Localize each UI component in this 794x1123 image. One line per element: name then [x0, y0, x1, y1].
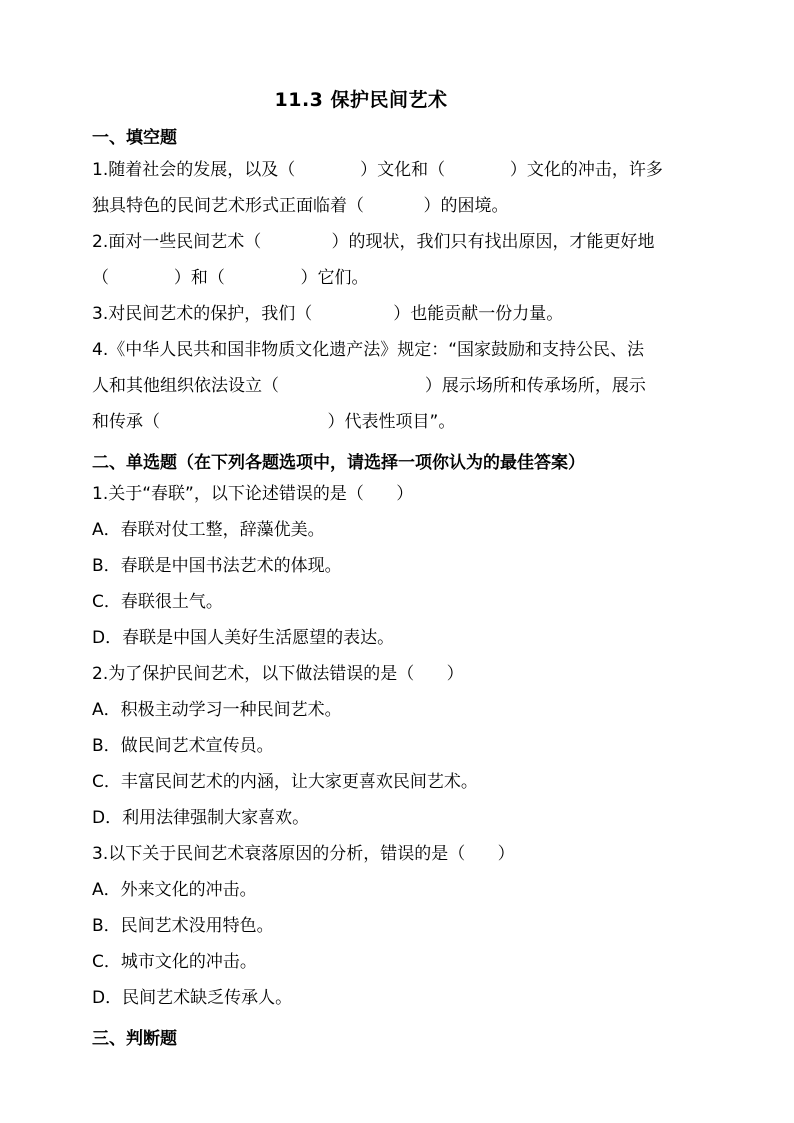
- section-true-false-heading: 三、判断题: [92, 1029, 177, 1049]
- answer-option: D．春联是中国人美好生活愿望的表达。: [92, 628, 395, 648]
- answer-option: B．民间艺术没用特色。: [92, 916, 274, 936]
- answer-option: C．丰富民间艺术的内涵，让大家更喜欢民间艺术。: [92, 772, 478, 792]
- answer-option: D．利用法律强制大家喜欢。: [92, 808, 310, 828]
- question-line: 4.《中华人民共和国非物质文化遗产法》规定：“国家鼓励和支持公民、法: [92, 340, 645, 360]
- question-line: 和传承（ ）代表性项目”。: [92, 412, 456, 432]
- question-line: 人和其他组织依法设立（ ）展示场所和传承场所，展示: [92, 376, 646, 396]
- question-line: 独具特色的民间艺术形式正面临着（ ）的困境。: [92, 196, 509, 216]
- answer-option: C．城市文化的冲击。: [92, 952, 257, 972]
- question-line: 2.面对一些民间艺术（ ）的现状，我们只有找出原因，才能更好地: [92, 232, 655, 252]
- answer-option: A．春联对仗工整，辞藻优美。: [92, 520, 325, 540]
- answer-option: B．春联是中国书法艺术的体现。: [92, 556, 342, 576]
- question-line: 1.随着社会的发展，以及（ ）文化和（ ）文化的冲击，许多: [92, 160, 663, 180]
- answer-option: B．做民间艺术宣传员。: [92, 736, 274, 756]
- answer-option: A．积极主动学习一种民间艺术。: [92, 700, 342, 720]
- question-stem: 1.关于“春联”，以下论述错误的是（ ）: [92, 484, 414, 504]
- question-stem: 2.为了保护民间艺术，以下做法错误的是（ ）: [92, 664, 464, 684]
- answer-option: A．外来文化的冲击。: [92, 880, 257, 900]
- question-line: （ ）和（ ）它们。: [92, 268, 369, 288]
- section-fill-blank-heading: 一、填空题: [92, 128, 177, 148]
- question-line: 3.对民间艺术的保护，我们（ ）也能贡献一份力量。: [92, 304, 564, 324]
- answer-option: D．民间艺术缺乏传承人。: [92, 988, 293, 1008]
- question-stem: 3.以下关于民间艺术衰落原因的分析，错误的是（ ）: [92, 844, 515, 864]
- answer-option: C．春联很土气。: [92, 592, 223, 612]
- page-title: 11.3 保护民间艺术: [274, 89, 448, 111]
- section-single-choice-heading: 二、单选题（在下列各题选项中，请选择一项你认为的最佳答案）: [92, 453, 585, 473]
